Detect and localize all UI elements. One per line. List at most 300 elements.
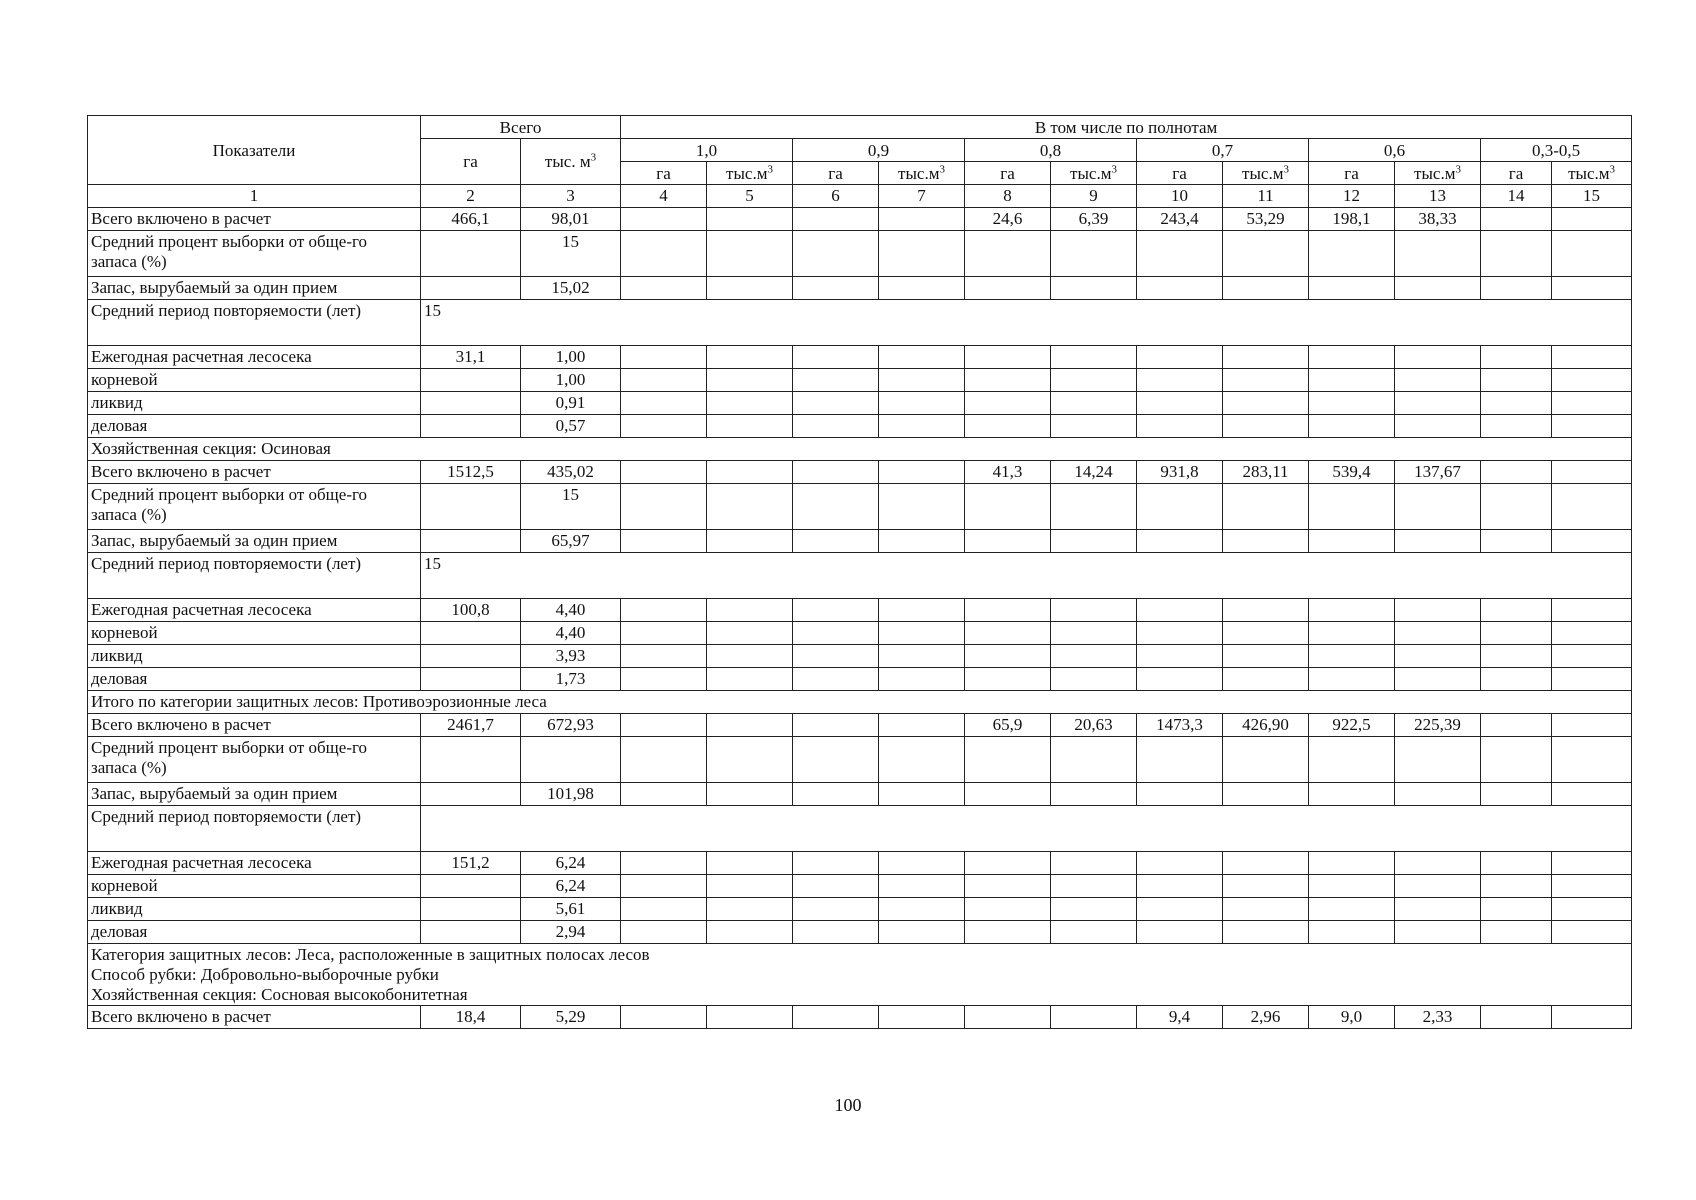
table-cell [1051,369,1137,392]
table-cell [1309,231,1395,277]
table-cell [793,208,879,231]
table-cell [793,1006,879,1029]
table-cell [1481,484,1552,530]
table-cell [965,783,1051,806]
table-cell [1395,484,1481,530]
table-cell [707,392,793,415]
table-cell [879,875,965,898]
table-cell [1552,346,1632,369]
table-cell [965,277,1051,300]
table-row [88,852,1632,875]
row-label: корневой [88,875,421,898]
table-cell [1481,622,1552,645]
table-header [88,116,1632,208]
row-label: Ежегодная расчетная лесосека [88,599,421,622]
table-cell [1309,737,1395,783]
table-cell [879,369,965,392]
table-cell: 0,57 [521,415,621,438]
table-cell [1552,737,1632,783]
table-cell: 426,90 [1223,714,1309,737]
table-cell [1223,668,1309,691]
table-cell [421,645,521,668]
row-label: Запас, вырубаемый за один прием [88,530,421,553]
table-cell [1481,714,1552,737]
table-cell: 98,01 [521,208,621,231]
table-cell [1137,599,1223,622]
table-cell [421,231,521,277]
table-cell [1552,622,1632,645]
table-cell [1481,392,1552,415]
table-cell: 65,97 [521,530,621,553]
table-cell [879,737,965,783]
table-cell [421,415,521,438]
table-cell [1223,231,1309,277]
table-cell: 6,39 [1051,208,1137,231]
table-row [88,783,1632,806]
table-cell [1481,898,1552,921]
table-cell [1309,875,1395,898]
table-cell [707,484,793,530]
table-row [88,346,1632,369]
row-label: ликвид [88,645,421,668]
table-cell: 15 [521,484,621,530]
table-cell [1481,875,1552,898]
table-cell [1309,484,1395,530]
column-number: 5 [707,185,793,208]
table-cell [965,484,1051,530]
table-row [88,691,1632,714]
table-cell [1552,530,1632,553]
table-cell [707,369,793,392]
table-cell [1395,852,1481,875]
table-cell [707,415,793,438]
table-cell [1223,599,1309,622]
table-cell [621,645,707,668]
header-density: 0,7 [1137,139,1309,162]
table-cell [421,668,521,691]
table-cell [1552,852,1632,875]
table-cell [1137,277,1223,300]
row-label: Средний процент выборки от обще-го запаса (%) [88,484,421,530]
table-cell [1137,369,1223,392]
table-cell [707,645,793,668]
table-cell [793,714,879,737]
section-heading-block [88,944,1632,1006]
table-cell [707,783,793,806]
table-cell: 15,02 [521,277,621,300]
table-cell [1309,415,1395,438]
table-cell [1395,231,1481,277]
table-cell [707,208,793,231]
table-cell [879,415,965,438]
table-cell [1223,852,1309,875]
table-cell [1223,737,1309,783]
column-number: 8 [965,185,1051,208]
row-label: Средний процент выборки от обще-го запаса (%) [88,737,421,783]
table-cell: 5,29 [521,1006,621,1029]
table-cell [1137,852,1223,875]
column-number: 4 [621,185,707,208]
table-row [88,806,1632,852]
table-cell [621,392,707,415]
table-row [88,277,1632,300]
header-by-density: В том числе по полнотам [621,116,1632,139]
header-unit-ha: га [1137,162,1223,185]
table-cell [965,231,1051,277]
table-cell [879,530,965,553]
table-row [88,668,1632,691]
table-cell [1223,415,1309,438]
table-cell [1051,852,1137,875]
header-density: 0,6 [1309,139,1481,162]
table-cell [1223,277,1309,300]
row-label: Запас, вырубаемый за один прием [88,277,421,300]
table-cell [965,875,1051,898]
table-cell: 65,9 [965,714,1051,737]
column-number: 6 [793,185,879,208]
table-cell: 198,1 [1309,208,1395,231]
table-cell [1137,392,1223,415]
table-cell [1051,415,1137,438]
table-cell [793,921,879,944]
table-cell [621,714,707,737]
table-cell [793,875,879,898]
table-cell [965,392,1051,415]
table-cell [621,208,707,231]
row-label: Всего включено в расчет [88,714,421,737]
table-cell [965,1006,1051,1029]
table-cell [1552,369,1632,392]
table-cell [1223,369,1309,392]
table-cell [793,369,879,392]
table-row [88,875,1632,898]
table-cell: 672,93 [521,714,621,737]
table-cell: 243,4 [1137,208,1223,231]
table-cell [1395,346,1481,369]
table-row [88,300,1632,346]
table-cell: 1473,3 [1137,714,1223,737]
table-cell [1481,645,1552,668]
table-cell: 2,33 [1395,1006,1481,1029]
table-cell [1481,369,1552,392]
table-cell [1309,369,1395,392]
table-cell [1481,921,1552,944]
table-cell [1309,852,1395,875]
table-cell [421,783,521,806]
table-cell [1481,415,1552,438]
table-cell [621,921,707,944]
table-row [88,622,1632,645]
table-cell: 31,1 [421,346,521,369]
table-cell: 435,02 [521,461,621,484]
table-cell [793,737,879,783]
column-number: 10 [1137,185,1223,208]
row-label: ликвид [88,898,421,921]
section-heading-line: Способ рубки: Добровольно-выборочные рубки [91,965,439,984]
header-unit-m3: $тыс.м^3$ [1223,162,1309,185]
header-unit-m3: $тыс.м^3$ [707,162,793,185]
period-value: 15 [421,300,1632,346]
table-cell [707,461,793,484]
table-cell [1051,599,1137,622]
table-cell [707,714,793,737]
table-cell [707,277,793,300]
table-cell [1223,484,1309,530]
table-cell [793,484,879,530]
table-cell: 1,73 [521,668,621,691]
row-label: Средний период повторяемости (лет) [88,553,421,599]
table-cell [793,645,879,668]
table-cell: 41,3 [965,461,1051,484]
table-cell [793,783,879,806]
header-unit-m3: $тыс.м^3$ [1552,162,1632,185]
table-cell [1223,875,1309,898]
table-row [88,231,1632,277]
table-cell [1309,921,1395,944]
table-cell [965,599,1051,622]
table-cell: 20,63 [1051,714,1137,737]
table-cell: 0,91 [521,392,621,415]
table-row [88,553,1632,599]
table-cell [1395,622,1481,645]
table-cell [1309,783,1395,806]
table-cell [1552,875,1632,898]
period-value [421,806,1632,852]
row-label: Средний период повторяемости (лет) [88,806,421,852]
table-row [88,484,1632,530]
table-cell: 2461,7 [421,714,521,737]
table-cell: 922,5 [1309,714,1395,737]
table-cell [1137,921,1223,944]
table-cell [621,461,707,484]
table-cell [879,277,965,300]
header-unit-ha: га [621,162,707,185]
table-cell [1051,783,1137,806]
column-number: 3 [521,185,621,208]
table-cell [1051,898,1137,921]
table-cell [1552,599,1632,622]
header-density: 0,8 [965,139,1137,162]
table-cell: 1,00 [521,369,621,392]
table-cell: 4,40 [521,622,621,645]
table-cell [1552,898,1632,921]
table-cell [1481,277,1552,300]
table-cell [1395,530,1481,553]
table-cell [707,231,793,277]
table-cell [1223,346,1309,369]
table-cell [1481,1006,1552,1029]
table-cell [1309,530,1395,553]
table-cell [707,875,793,898]
table-cell [421,875,521,898]
table-cell [621,875,707,898]
table-cell [879,1006,965,1029]
table-cell [1395,668,1481,691]
table-cell [1137,668,1223,691]
table-cell: 101,98 [521,783,621,806]
header-unit-m3: $тыс.м^3$ [1395,162,1481,185]
table-cell [621,622,707,645]
table-cell: 466,1 [421,208,521,231]
table-cell [621,484,707,530]
table-cell: 283,11 [1223,461,1309,484]
table-cell [421,898,521,921]
table-cell [1309,668,1395,691]
table-cell [965,369,1051,392]
column-number: 1 [88,185,421,208]
table-cell: 539,4 [1309,461,1395,484]
table-row [88,392,1632,415]
table-cell [793,668,879,691]
table-cell [1552,668,1632,691]
row-label: Ежегодная расчетная лесосека [88,852,421,875]
forest-cutting-table [87,115,1632,1029]
table-cell [1309,392,1395,415]
table-cell [1137,415,1223,438]
table-cell [1481,668,1552,691]
table-cell [793,231,879,277]
table-cell [1395,369,1481,392]
table-cell [621,231,707,277]
table-cell [879,346,965,369]
table-cell [1137,530,1223,553]
table-cell [421,369,521,392]
table-cell [421,484,521,530]
table-cell [965,852,1051,875]
table-cell [1137,783,1223,806]
table-cell [1223,530,1309,553]
row-label: Ежегодная расчетная лесосека [88,346,421,369]
table-cell [1552,277,1632,300]
table-cell [1051,622,1137,645]
table-cell [879,714,965,737]
table-row [88,438,1632,461]
table-cell: 15 [521,231,621,277]
table-cell [1552,415,1632,438]
table-cell [1552,645,1632,668]
column-number: 14 [1481,185,1552,208]
table-row [88,208,1632,231]
table-cell [1051,392,1137,415]
row-label: Всего включено в расчет [88,1006,421,1029]
header-column-numbers [88,185,1632,208]
table-cell [621,852,707,875]
table-cell [1395,599,1481,622]
table-cell [965,898,1051,921]
table-cell [1137,346,1223,369]
column-number: 12 [1309,185,1395,208]
table-cell [1552,921,1632,944]
table-cell [421,921,521,944]
table-cell [1552,461,1632,484]
table-cell [707,898,793,921]
table-row [88,737,1632,783]
table-cell [965,415,1051,438]
table-row [88,714,1632,737]
table-row [88,461,1632,484]
table-cell [1051,346,1137,369]
row-label: Запас, вырубаемый за один прием [88,783,421,806]
header-unit-m3: $тыс.м^3$ [879,162,965,185]
table-cell [1051,1006,1137,1029]
header-density: 0,9 [793,139,965,162]
table-cell [1051,645,1137,668]
header-unit-ha: га [1309,162,1395,185]
table-cell: 1512,5 [421,461,521,484]
table-cell [621,530,707,553]
table-cell [879,461,965,484]
table-cell: 2,94 [521,921,621,944]
table-cell [793,898,879,921]
row-label: корневой [88,369,421,392]
table-cell: 9,4 [1137,1006,1223,1029]
table-cell [1481,852,1552,875]
table-cell: 1,00 [521,346,621,369]
table-cell: 2,96 [1223,1006,1309,1029]
document-page [87,115,1627,1029]
table-cell [621,1006,707,1029]
table-cell [707,921,793,944]
table-cell [1223,645,1309,668]
table-cell [879,783,965,806]
column-number: 13 [1395,185,1481,208]
table-cell [879,208,965,231]
header-unit-ha: га [793,162,879,185]
table-cell [421,277,521,300]
table-cell: 3,93 [521,645,621,668]
table-cell: 38,33 [1395,208,1481,231]
table-cell [879,668,965,691]
table-cell [793,392,879,415]
table-cell [879,645,965,668]
header-indicators: Показатели [88,116,421,185]
table-cell [793,530,879,553]
table-cell [1223,921,1309,944]
table-cell [621,668,707,691]
table-cell: 931,8 [1137,461,1223,484]
row-label: деловая [88,668,421,691]
table-cell [1552,714,1632,737]
table-cell [965,921,1051,944]
table-cell [1481,208,1552,231]
table-cell [1552,1006,1632,1029]
table-cell [879,852,965,875]
table-cell [1395,783,1481,806]
table-cell [1137,875,1223,898]
table-row [88,1006,1632,1029]
table-cell [707,622,793,645]
table-cell [707,346,793,369]
table-cell [965,737,1051,783]
table-cell [707,1006,793,1029]
table-cell [1552,208,1632,231]
table-cell [793,599,879,622]
row-label: Всего включено в расчет [88,461,421,484]
table-cell [1137,898,1223,921]
row-label: деловая [88,921,421,944]
table-cell [707,599,793,622]
table-cell [1395,645,1481,668]
table-cell [793,415,879,438]
table-cell [1481,783,1552,806]
column-number: 15 [1552,185,1632,208]
table-cell [621,369,707,392]
row-label: Средний процент выборки от обще-го запаса (%) [88,231,421,277]
header-unit-m3: $тыс.м^3$ [1051,162,1137,185]
table-cell: 225,39 [1395,714,1481,737]
table-cell [421,392,521,415]
table-cell: 6,24 [521,852,621,875]
